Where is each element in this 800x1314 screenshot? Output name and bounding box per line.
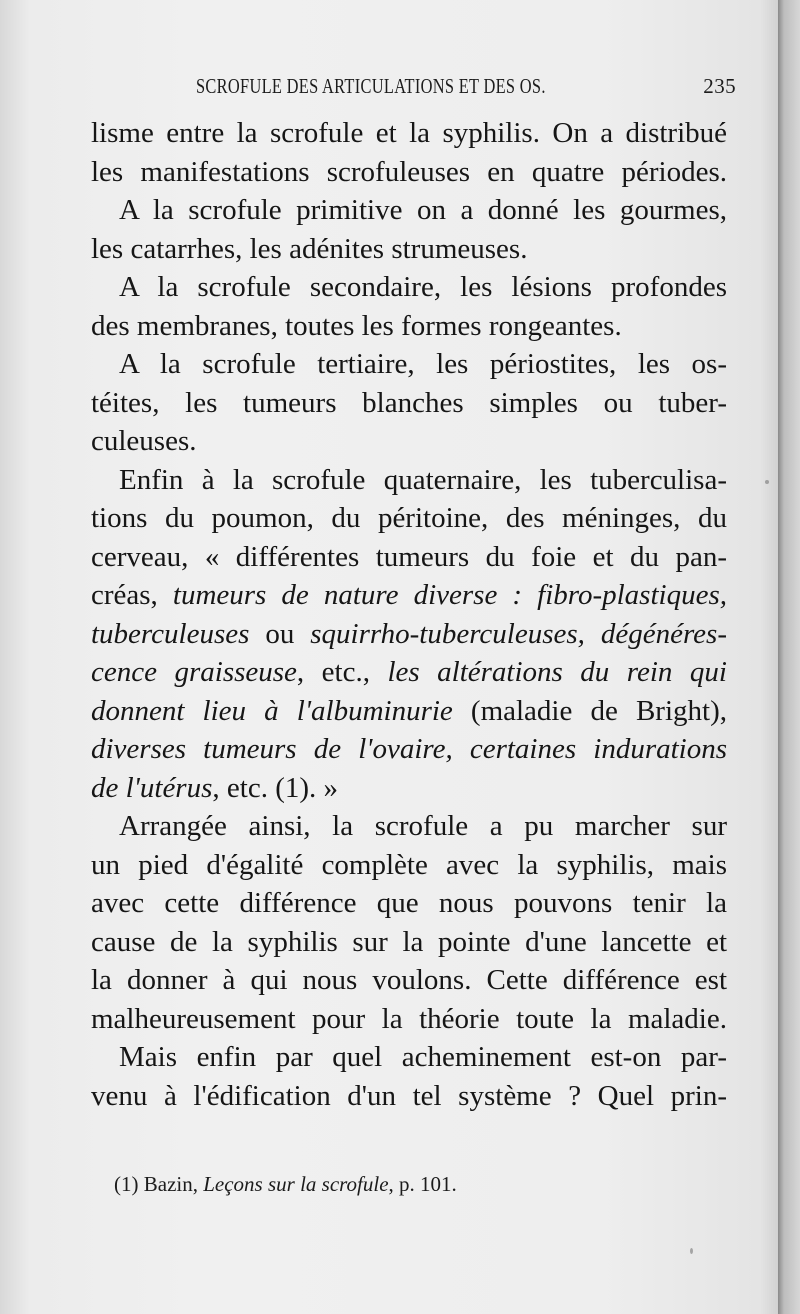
text-line: un pied d'égalité complète avec la syphilis, mais	[91, 848, 727, 881]
text-line: venu à l'édification d'un tel système ? Quel prin-	[91, 1079, 727, 1112]
text-line: cause de la syphilis sur la pointe d'une lancette et	[91, 925, 727, 958]
footnote-marker: (1) Bazin,	[114, 1172, 204, 1196]
text-line: des membranes, toutes les formes rongeantes.	[91, 309, 622, 342]
text-line: téites, les tumeurs blanches simples ou tuber-	[91, 386, 727, 419]
paper-speck	[765, 480, 769, 484]
page-header	[196, 74, 736, 104]
text-line: A la scrofule primitive on a donné les gourmes,	[119, 194, 727, 226]
footnote-ref: , p. 101.	[388, 1172, 457, 1196]
text-line: lisme entre la scrofule et la syphilis. On a distribué	[91, 117, 727, 149]
italic-span: squirrho-tuberculeuses, dégénéres-	[310, 617, 727, 650]
text-line: Arrangée ainsi, la scrofule a pu marcher sur	[119, 810, 727, 842]
paper-speck	[690, 1248, 693, 1254]
text-line-mixed	[91, 769, 727, 808]
page-edge-shadow	[778, 0, 800, 1314]
text-line: A la scrofule tertiaire, les périostites, les os-	[119, 348, 727, 380]
italic-span: tumeurs de nature diverse : fibro-plastiques,	[172, 579, 727, 611]
italic-span: les altérations du rein qui	[387, 656, 727, 688]
text-line: A la scrofule secondaire, les lésions profondes	[119, 271, 727, 303]
page-number: 235	[703, 74, 736, 98]
running-title: SCROFULE DES ARTICULATIONS ET DES OS.	[196, 74, 546, 98]
text-line-mixed	[91, 653, 727, 692]
text-line: culeuses.	[91, 425, 197, 457]
text-span: (maladie de Bright),	[452, 694, 727, 727]
text-line: avec cette différence que nous pouvons tenir la	[91, 887, 727, 919]
body-text	[91, 114, 727, 1115]
text-line-mixed	[91, 730, 727, 769]
footnote-title: Leçons sur la scrofule	[203, 1172, 389, 1196]
italic-span: de l'utérus	[91, 771, 213, 804]
text-line: les manifestations scrofuleuses en quatre périodes.	[91, 155, 727, 188]
italic-span: diverses tumeurs de l'ovaire, certaines indurations	[91, 733, 727, 765]
text-span: , etc. (1). »	[212, 771, 339, 804]
text-line: cerveau, « différentes tumeurs du foie et du pan-	[91, 540, 727, 573]
text-line: Enfin à la scrofule quaternaire, les tuberculisa-	[119, 463, 727, 496]
text-line: la donner à qui nous voulons. Cette différence est	[91, 964, 727, 996]
text-line: tions du poumon, du péritoine, des méninges, du	[91, 502, 727, 534]
text-span: créas,	[91, 579, 173, 611]
text-line-mixed	[91, 576, 727, 615]
text-line-mixed	[91, 615, 727, 654]
text-line-mixed	[91, 692, 727, 731]
text-line: les catarrhes, les adénites strumeuses.	[91, 232, 528, 265]
italic-span: tuberculeuses	[91, 617, 250, 650]
text-line: malheureusement pour la théorie toute la maladie.	[91, 1002, 727, 1035]
text-line: Mais enfin par quel acheminement est-on par-	[119, 1041, 727, 1073]
footnote	[114, 1172, 457, 1197]
italic-span: cence graisseuse	[91, 656, 297, 688]
text-span: , etc.,	[296, 656, 388, 688]
italic-span: donnent lieu à l'albuminurie	[91, 694, 453, 727]
text-span: ou	[249, 617, 311, 650]
